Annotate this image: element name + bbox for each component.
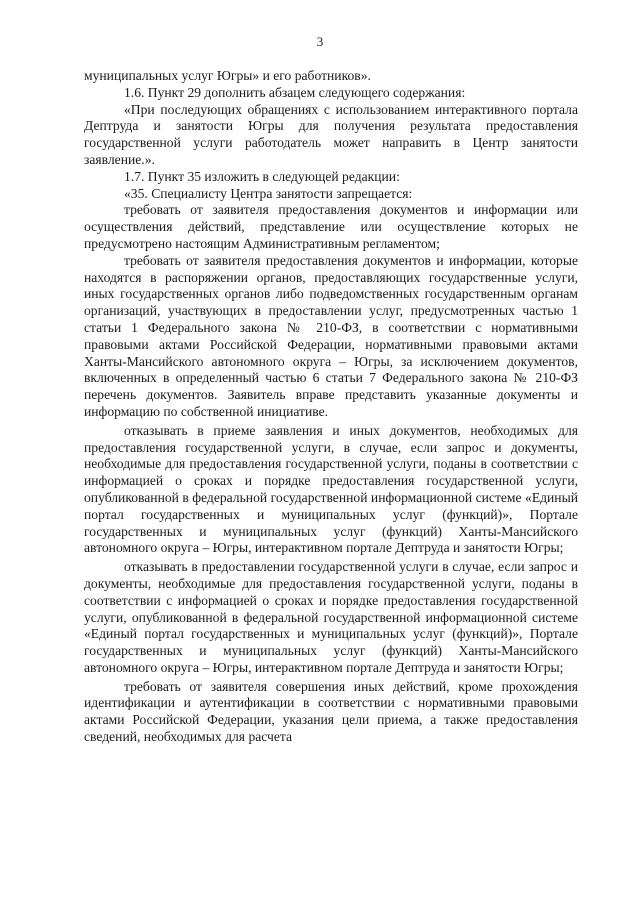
paragraph-prohibition-2: требовать от заявителя предоставления документов и информации, которые находятся в распоряжении органов, предоставляющих государственные услуги, иных государственных органов либо подведомственных государственным органам организаций, участвующих в предоставлении услуг, предусмотренных частью 1 статьи 1 Федерального закона № 210-ФЗ, в соответствии с нормативными правовыми актами Российской Федерации, нормативными правовыми актами Ханты-Мансийского автономного округа – Югры, за исключением документов, включенных в определенный частью 6 статьи 7 Федерального закона № 210-ФЗ перечень документов. Заявитель вправе представить указанные документы и информацию по собственной инициативе. bbox=[84, 252, 578, 419]
paragraph-item-1-7: 1.7. Пункт 35 изложить в следующей редакции: bbox=[124, 168, 400, 184]
paragraph-prohibition-1: требовать от заявителя предоставления документов и информации или осуществления действий, представление или осуществление которых не предусмотрено настоящим Административным регламентом; bbox=[84, 202, 578, 251]
paragraph-prohibition-5: требовать от заявителя совершения иных действий, кроме прохождения идентификации и аутентификации в соответствии с нормативными правовыми актами Российской Федерации, указания цели приема, а также предоставления сведений, необходимых для расчета bbox=[84, 678, 578, 745]
page-number: 3 bbox=[316, 34, 324, 49]
paragraph-continuation: муниципальных услуг Югры» и его работников». bbox=[84, 68, 371, 83]
paragraph-item-35: «35. Специалисту Центра занятости запрещается: bbox=[124, 185, 413, 201]
paragraph-prohibition-3: отказывать в приеме заявления и иных документов, необходимых для предоставления государственной услуги, в случае, если запрос и документы, необходимые для предоставления государственной услуги, поданы в соответствии с информацией о сроках и порядке предоставления государственной услуги, опубликованной в федеральной государственной информационной системе «Единый портал государственных и муниципальных услуг (функций)», Портале государственных и муниципальных услуг (функций) Ханты-Мансийского автономного округа – Югры, интерактивном портале Дептруда и занятости Югры; bbox=[84, 422, 578, 556]
paragraph-prohibition-4: отказывать в предоставлении государственной услуги в случае, если запрос и документы, необходимые для предоставления государственной услуги, поданы в соответствии с информацией о сроках и порядке предоставления государственной услуги, опубликованной в федеральной государственной информационной системе «Единый портал государственных и муниципальных услуг (функций)», Портале государственных и муниципальных услуг (функций) Ханты-Мансийского автономного округа – Югры, интерактивном портале Дептруда и занятости Югры; bbox=[84, 559, 578, 675]
document-body bbox=[84, 68, 578, 746]
paragraph-quote-29: «При последующих обращениях с использованием интерактивного портала Дептруда и занятости Югры для получения результата предоставления государственной услуги работодатель может направить в Центр занятости заявление.». bbox=[84, 101, 578, 167]
paragraph-item-1-6: 1.6. Пункт 29 дополнить абзацем следующего содержания: bbox=[124, 84, 466, 100]
